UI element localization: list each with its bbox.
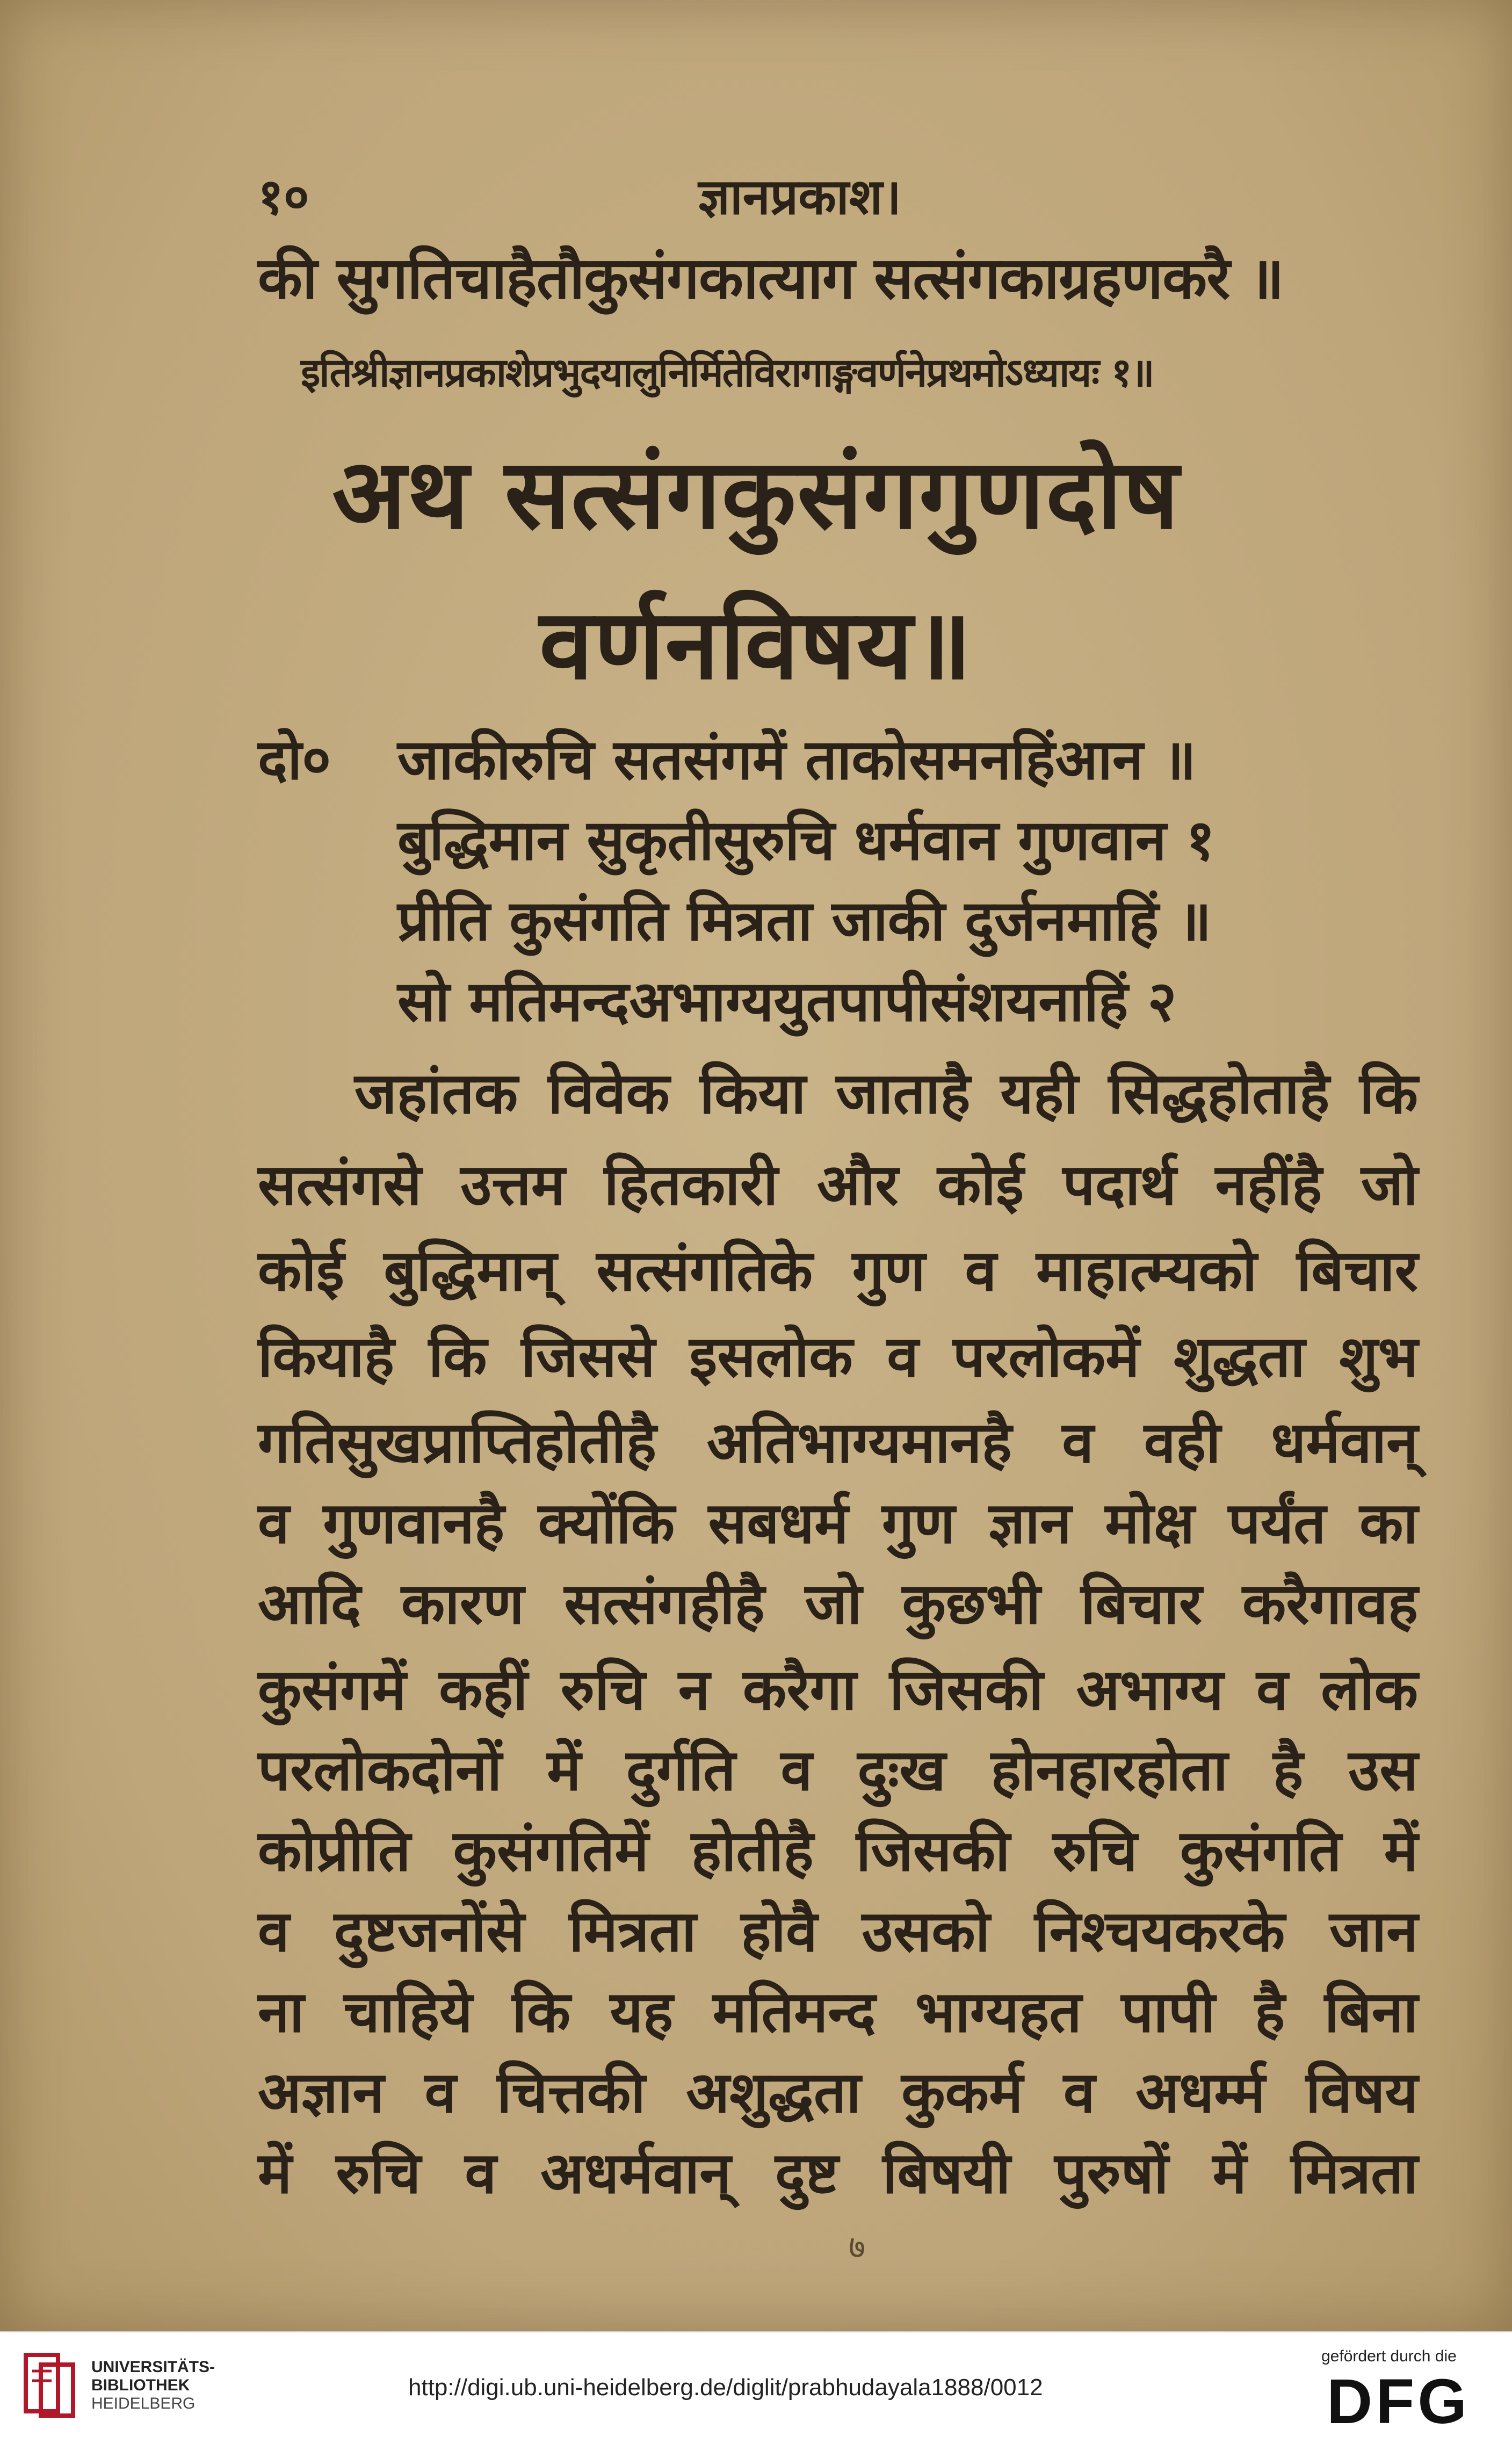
chapter-heading-line1: अथ सत्संगकुसंगगुणदोष	[332, 438, 1180, 551]
prose-line: में रुचि व अधर्मवान् दुष्ट बिषयी पुरुषों में मित्रता	[258, 2140, 1418, 2206]
prose-line: गतिसुखप्राप्तिहोतीहै अतिभाग्यमानहै व वही धर्मवान्	[258, 1410, 1418, 1476]
prose-line: कोप्रीति कुसंगतिमें होतीहै जिसकी रुचि कुसंगति में	[258, 1818, 1418, 1884]
chapter-colophon: इतिश्रीज्ञानप्रकाशेप्रभुदयालुनिर्मितेविरागाङ्गवर्णनेप्रथमोऽध्यायः १॥	[301, 350, 1154, 396]
institution-line: UNIVERSITÄTS-	[91, 2358, 215, 2376]
prose-line: व दुष्टजनोंसे मित्रता होवै उसको निश्चयकरके जान	[258, 1898, 1418, 1964]
running-title: ज्ञानप्रकाश।	[698, 168, 902, 226]
prose-line: जहांतक विवेक किया जाताहै यही सिद्धहोताहै कि	[355, 1060, 1418, 1126]
opening-line-text: की सुगतिचाहैतौकुसंगकात्याग सत्संगकाग्रहणकरै ॥	[258, 245, 1284, 312]
page-number: १०	[258, 168, 309, 226]
prose-line: कुसंगमें कहीं रुचि न करैगा जिसकी अभाग्य व लोक	[258, 1657, 1418, 1723]
prose-line: अज्ञान व चित्तकी अशुद्धता कुकर्म व अधर्म्म विषय	[258, 2059, 1418, 2126]
doha-line: बुद्धिमान सुकृतीसुरुचि धर्मवान गुणवान १	[397, 807, 1215, 873]
viewer-footer	[0, 2331, 1512, 2443]
doha-line: जाकीरुचि सतसंगमें ताकोसमनहिंआन ॥	[397, 727, 1197, 792]
opening-line	[258, 236, 1418, 315]
signature-mark: ७	[849, 2229, 866, 2266]
dfg-logo: DFG	[1327, 2366, 1471, 2437]
doha-line: प्रीति कुसंगति मित्रता जाकी दुर्जनमाहिं ॥	[397, 888, 1212, 953]
prose-line: ना चाहिये कि यह मतिमन्द भाग्यहत पापी है बिना	[258, 1979, 1418, 2045]
institution-name	[91, 2358, 215, 2413]
doha-mark: दो०	[258, 727, 331, 792]
university-library-logo-icon	[21, 2350, 81, 2419]
doha-line: सो मतिमन्दअभाग्ययुतपापीसंशयनाहिं २	[397, 968, 1177, 1034]
prose-line: कोई बुद्धिमान् सत्संगतिके गुण व माहात्म्यको बिचार	[258, 1238, 1418, 1304]
institution-line: BIBLIOTHEK	[91, 2376, 190, 2394]
institution-line: HEIDELBERG	[91, 2395, 196, 2412]
prose-line: आदि कारण सत्संगहीहै जो कुछभी बिचार करैगावह	[258, 1571, 1418, 1637]
funded-by-label: gefördert durch die	[1321, 2347, 1457, 2365]
prose-line: परलोकदोनों में दुर्गति व दुःख होनहारहोता है उस	[258, 1737, 1418, 1803]
chapter-heading-line2: वर्णनविषय॥	[539, 589, 973, 701]
permalink-url[interactable]: http://digi.ub.uni-heidelberg.de/diglit/prabhudayala1888/0012	[408, 2374, 1043, 2401]
prose-line: सत्संगसे उत्तम हितकारी और कोई पदार्थ नहींहै जो	[258, 1152, 1418, 1218]
prose-line: कियाहै कि जिससे इसलोक व परलोकमें शुद्धता शुभ	[258, 1324, 1418, 1390]
prose-line: व गुणवानहै क्योंकि सबधर्म गुण ज्ञान मोक्ष पर्यंत का	[258, 1490, 1418, 1556]
